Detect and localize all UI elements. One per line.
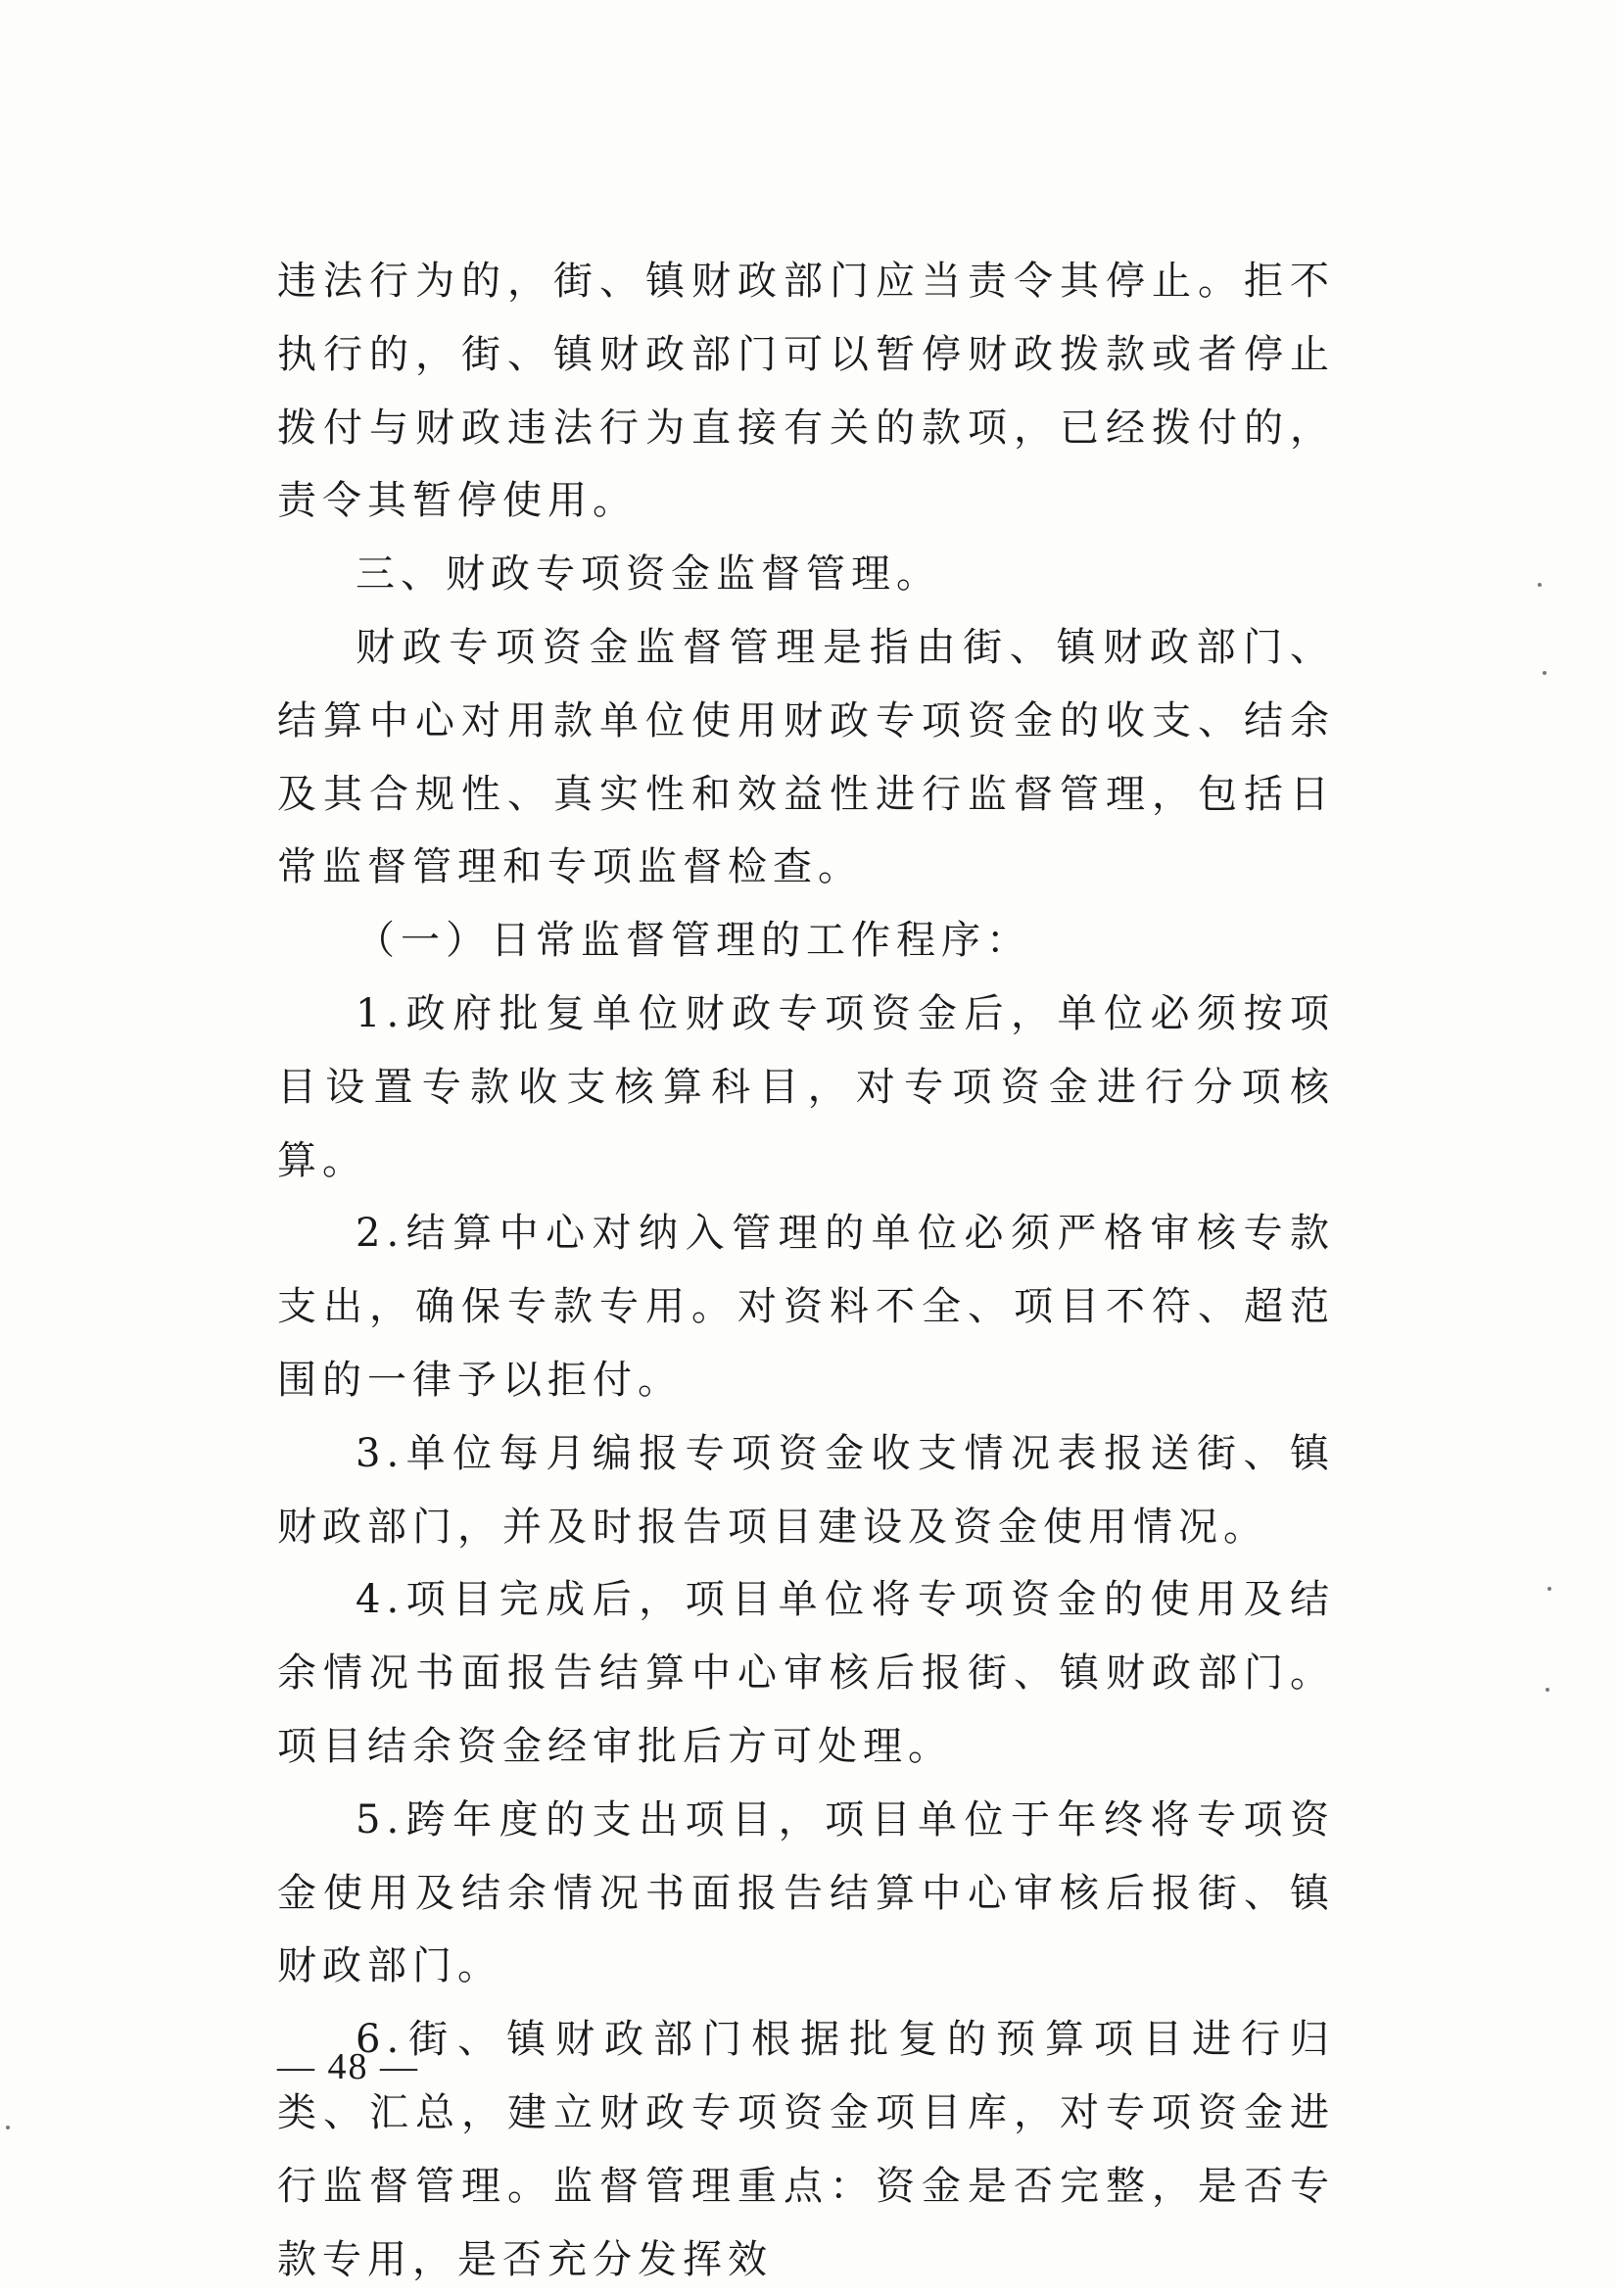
paragraph-item-2: 2.结算中心对纳入管理的单位必须严格审核专款支出，确保专款专用。对资料不全、项目不符、超范围的一律予以拒付。 (277, 1211, 1335, 1403)
paragraph-1: 违法行为的，街、镇财政部门应当责令其停止。拒不执行的，街、镇财政部门可以暂停财政拨款或者停止拨付与财政违法行为直接有关的款项，已经拨付的，责令其暂停使用。 (277, 259, 1335, 524)
paragraph-item-4: 4.项目完成后，项目单位将专项资金的使用及结余情况书面报告结算中心审核后报街、镇财政部门。项目结余资金经审批后方可处理。 (277, 1577, 1335, 1769)
scan-speck (1546, 1688, 1549, 1692)
scan-speck (1538, 583, 1542, 587)
paragraph-item-5: 5.跨年度的支出项目，项目单位于年终将专项资金使用及结余情况书面报告结算中心审核后报街、镇财政部门。 (277, 1796, 1335, 1989)
paragraph-2-section-heading: 三、财政专项资金监督管理。 (356, 551, 941, 598)
scan-speck (6, 2126, 10, 2129)
paragraph-3: 财政专项资金监督管理是指由街、镇财政部门、结算中心对用款单位使用财政专项资金的收支、结余及其合规性、真实性和效益性进行监督管理，包括日常监督管理和专项监督检查。 (277, 624, 1335, 890)
paragraph-item-1: 1.政府批复单位财政专项资金后，单位必须按项目设置专款收支核算科目，对专项资金进行分项核算。 (277, 990, 1335, 1183)
body-text (277, 245, 1335, 2296)
scan-speck (1543, 671, 1546, 675)
paragraph-item-6: 6.街、镇财政部门根据批复的预算项目进行归类、汇总，建立财政专项资金项目库，对专项资金进行监督管理。监督管理重点：资金是否完整，是否专款专用，是否充分发挥效 (277, 2017, 1335, 2282)
paragraph-item-3: 3.单位每月编报专项资金收支情况表报送街、镇财政部门，并及时报告项目建设及资金使用情况。 (277, 1430, 1335, 1550)
page-number: — 48 — (277, 2046, 419, 2087)
paragraph-4-subheading: （一）日常监督管理的工作程序： (356, 918, 1031, 964)
scan-speck (1547, 1587, 1551, 1591)
